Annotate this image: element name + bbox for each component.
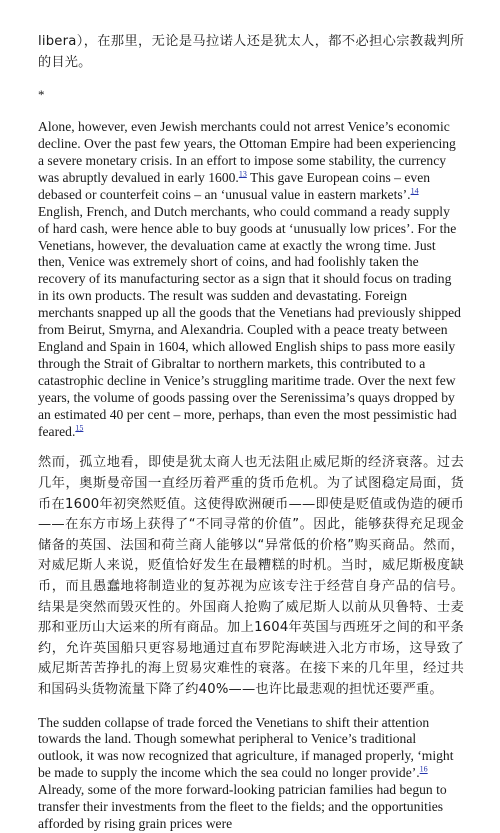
footnote-link-15[interactable]: 15 xyxy=(75,422,84,432)
text-segment: English, French, and Dutch merchants, who could command a ready supply of hard cash, were hence able to buy goods at ‘unusually low prices’. For the Venetians, however, the devaluation came at exactly the wrong time. Just then, Venice was extremely short of coins, and had foolishly taken the recovery of its manufacturing sector as a sign that it should focus on trading in its own products. The result was sudden and devastating. Foreign merchants snapped up all the goods that the Venetians had previously shipped from Beirut, Smyrna, and Alexandria. Coupled with a peace treaty between England and Spain in 1604, which allowed English ships to pass more easily through the Strait of Gibraltar to northern markets, this contributed to a catastrophic decline in Venice’s struggling maritime trade. Over the next few years, the volume of goods passing over the Serenissima’s quays dropped by an estimated 40 per cent – more, perhaps, than even the most pessimistic had feared. xyxy=(38,203,461,439)
document-page xyxy=(38,32,464,833)
english-paragraph-trade-collapse xyxy=(38,715,464,833)
footnote-link-16[interactable]: 16 xyxy=(419,764,428,774)
text-segment: Already, some of the more forward-looking patrician families had begun to transfer their investments from the fleet to the fields; and the opportunities afforded by rising grain prices were xyxy=(38,782,447,831)
footnote-link-14[interactable]: 14 xyxy=(410,186,419,196)
english-paragraph-economic-decline xyxy=(38,119,464,440)
text-segment: The sudden collapse of trade forced the Venetians to shift their attention towards the land. Though somewhat peripheral to Venice’s traditional outlook, it was now recognized that agriculture, if managed properly, ‘might be made to supply the income which the sea could no longer provide’. xyxy=(38,714,454,781)
footnote-link-13[interactable]: 13 xyxy=(238,169,247,179)
text-segment: Alone, however, even Jewish merchants could not arrest Venice’s economic decline. Over the past few years, the Ottoman Empire had been experiencing a severe monetary crisis. In an effort to impose some stability, the currency was abruptly devalued in early 1600. xyxy=(38,119,456,185)
section-separator: * xyxy=(38,87,45,103)
text-segment: This gave European coins – even debased or counterfeit coins – an ‘unusual value in eastern markets’. xyxy=(38,169,431,202)
chinese-paragraph-translation: 然而，孤立地看，即使是犹太商人也无法阻止威尼斯的经济衰落。过去几年，奥斯曼帝国一直经历着严重的货币危机。为了试图稳定局面，货币在1600年初突然贬值。这使得欧洲硬币——即使是贬值或伪造的硬币——在东方市场上获得了“不同寻常的价值”。因此，能够获得充足现金储备的英国、法国和荷兰商人能够以“异常低的价格”购买商品。然而，对威尼斯人来说，贬值恰好发生在最糟糕的时机。当时，威尼斯极度缺币，而且愚蠢地将制造业的复苏视为应该专注于经营自身产品的信号。结果是突然而毁灭性的。外国商人抢购了威尼斯人以前从贝鲁特、士麦那和亚历山大运来的所有商品。加上1604年英国与西班牙之间的和平条约，允许英国船只更容易地通过直布罗陀海峡进入北方市场，这导致了威尼斯苦苦挣扎的海上贸易灾难性的衰落。在接下来的几年里，经过共和国码头货物流量下降了约40%——也许比最悲观的担忧还要严重。 xyxy=(38,455,464,697)
chinese-paragraph-continued: libera），在那里，无论是马拉诺人还是犹太人，都不必担心宗教裁判所的目光。 xyxy=(38,34,464,70)
